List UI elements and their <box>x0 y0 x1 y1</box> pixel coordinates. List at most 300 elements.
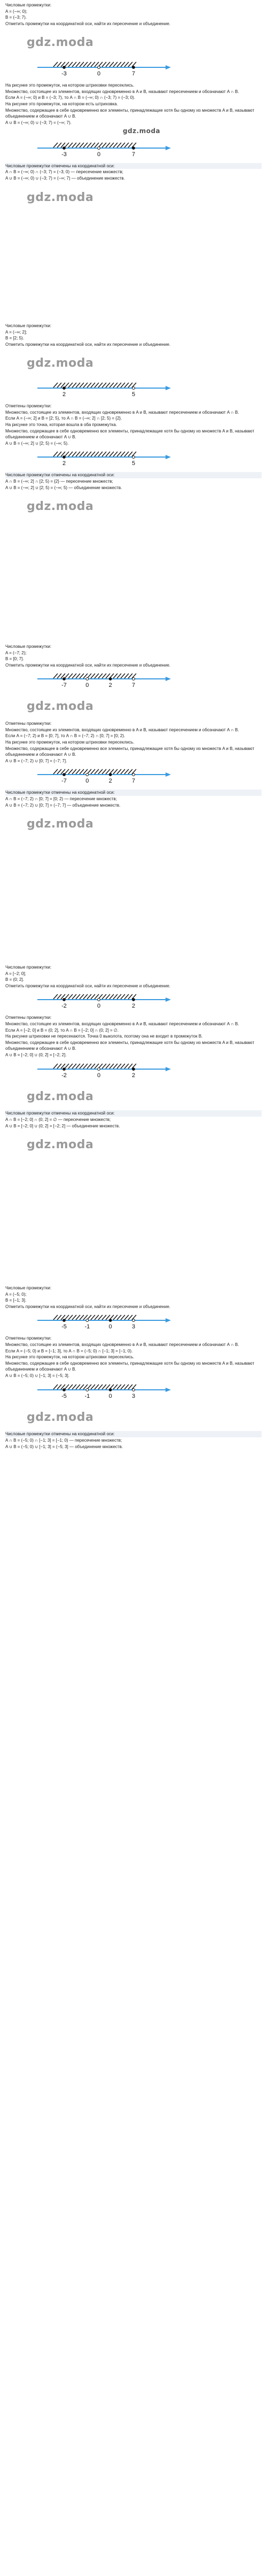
theory-line: Отметены промежутки: <box>5 1336 52 1341</box>
axis-point <box>63 1319 66 1322</box>
answer-line: A ∪ B = (−∞; 2] ∪ [2; 5) = (−∞; 5) — объединение множеств. <box>5 485 122 490</box>
watermark: gdz.moda <box>27 700 94 714</box>
hatch-stroke <box>124 62 129 67</box>
answer-line: A ∪ B = [−2; 0] ∪ (0; 2] = [−2; 2] — объединение множеств. <box>5 1123 120 1128</box>
hatch-stroke <box>72 452 76 457</box>
axis-arrow-icon <box>166 677 171 681</box>
hatch-stroke <box>68 1384 73 1389</box>
hatch-stroke <box>124 452 129 457</box>
set-b-line: B = [2; 5). <box>5 336 24 341</box>
hatch-stroke <box>95 383 99 388</box>
hatch-stroke <box>106 452 110 457</box>
tick-label: -5 <box>61 1324 67 1330</box>
hatch-stroke <box>72 769 76 774</box>
hatch-stroke <box>102 994 106 999</box>
hatch-stroke <box>102 769 106 774</box>
theory-line: Множество, содержащее в себе одновременно все элементы, принадлежащие хотя бы одному из множеств A и B, называют объединением и обозначают A ∪ B. <box>5 746 255 757</box>
hatch-stroke <box>117 62 121 67</box>
watermark: gdz.moda <box>27 500 94 514</box>
hatch-stroke <box>68 143 73 148</box>
hatch-stroke <box>124 143 129 148</box>
hatch-stroke <box>80 452 84 457</box>
hatch-stroke <box>121 994 125 999</box>
answer-intro: Числовые промежутки отмечены на координатной оси: <box>5 163 262 169</box>
watermark: gdz.moda <box>27 817 94 831</box>
axis-point <box>63 146 66 149</box>
hatch-stroke <box>106 994 110 999</box>
hatch-stroke <box>65 994 69 999</box>
hatch-stroke <box>128 674 132 678</box>
hatch-stroke <box>121 62 125 67</box>
number-line-figure <box>5 1058 262 1081</box>
hatch-stroke <box>91 994 95 999</box>
answer-line: A ∩ B = [−2; 0] ∩ (0; 2] = ∅ — пересечение множеств; <box>5 1117 111 1123</box>
theory-line: На рисунке это промежуток, на котором есть штриховка. <box>5 102 118 107</box>
hatch-stroke <box>57 994 61 999</box>
hatch-stroke <box>106 62 110 67</box>
hatch-stroke <box>128 143 132 148</box>
axis-point <box>63 773 66 776</box>
axis-arrow-icon <box>166 1318 171 1322</box>
axis-point <box>109 678 112 680</box>
hatch-stroke <box>83 383 88 388</box>
tick-label: -1 <box>84 1393 90 1399</box>
hatch-stroke <box>72 1384 76 1389</box>
tick-label: -7 <box>61 682 67 689</box>
hatch-stroke <box>76 1064 80 1069</box>
hatch-stroke <box>128 1384 132 1389</box>
hatch-stroke <box>121 1384 125 1389</box>
hatch-stroke <box>83 62 88 67</box>
tick-label: -2 <box>61 1003 67 1010</box>
answer-intro: Числовые промежутки отмечены на координатной оси: <box>5 1110 262 1117</box>
theory-line: На рисунке это промежуток, на котором штриховки пересеклись. <box>5 740 135 745</box>
axis-arrow-icon <box>166 997 171 1002</box>
hatch-stroke <box>57 674 61 678</box>
watermark: gdz.moda <box>27 190 94 204</box>
hatch-stroke <box>106 143 110 148</box>
hatch-stroke <box>95 452 99 457</box>
axis-point <box>86 1319 89 1322</box>
hatch-stroke <box>87 62 91 67</box>
hatch-stroke <box>91 452 95 457</box>
tick-label: 5 <box>131 460 136 467</box>
hatch-stroke <box>124 1315 129 1320</box>
hatch-stroke <box>65 383 69 388</box>
axis-point <box>132 1067 135 1070</box>
axis-point <box>63 999 66 1001</box>
tick-label: 2 <box>131 1003 136 1010</box>
hatch-stroke <box>117 452 121 457</box>
axis-point <box>132 678 135 680</box>
tick-label: 7 <box>131 682 136 689</box>
hatch-stroke <box>121 452 125 457</box>
hatch-stroke <box>106 674 110 678</box>
axis-point <box>63 1388 66 1391</box>
hatch-stroke <box>87 1064 91 1069</box>
hatch-stroke <box>121 1315 125 1320</box>
hatch-stroke <box>80 674 84 678</box>
tick-label: 5 <box>131 391 136 398</box>
answer-line: A ∩ B = (−∞; 2] ∩ [2; 5) = {2} — пересечение множеств; <box>5 479 113 484</box>
theory-line: Множество, состоящее из элементов, входящих одновременно в A и B, называют пересечением и обозначают A ∩ B. <box>5 89 239 94</box>
hatch-stroke <box>72 383 76 388</box>
number-line-figure <box>5 57 262 79</box>
hatch-stroke <box>109 143 114 148</box>
hatch-stroke <box>68 674 73 678</box>
hatch-stroke <box>72 994 76 999</box>
hatch-stroke <box>76 769 80 774</box>
hatch-stroke <box>68 994 73 999</box>
hatch-stroke <box>121 1064 125 1069</box>
theory-line: Множество, содержащее в себе одновременно все элементы, принадлежащие хотя бы одному из множеств A и B, называют объединением и обозначают A ∪ B. <box>5 1040 255 1051</box>
tick-label: -3 <box>61 71 67 78</box>
hatch-stroke <box>124 1064 129 1069</box>
watermark: gdz.moda <box>123 127 161 135</box>
hatch-stroke <box>72 1315 76 1320</box>
axis-arrow-icon <box>166 772 171 777</box>
axis-point <box>98 999 100 1001</box>
hatch-stroke <box>91 143 95 148</box>
hatch-stroke <box>76 143 80 148</box>
hatch-stroke <box>87 143 91 148</box>
axis-point <box>109 1388 112 1391</box>
hatch-stroke <box>128 62 132 67</box>
theory-line: Множество, состоящее из элементов, входящих одновременно в A и B, называют пересечением и обозначают A ∩ B. <box>5 727 239 732</box>
hatch-stroke <box>57 1064 61 1069</box>
hatch-stroke <box>102 383 106 388</box>
hatch-stroke <box>80 383 84 388</box>
theory-line: Отметены промежутки: <box>5 1015 52 1020</box>
hatch-stroke <box>65 143 69 148</box>
hatch-stroke <box>102 1064 106 1069</box>
hatch-stroke <box>98 383 103 388</box>
hatch-stroke <box>53 1384 58 1389</box>
watermark: gdz.moda <box>27 36 94 50</box>
hatch-stroke <box>57 1315 61 1320</box>
hatch-stroke <box>65 769 69 774</box>
theory-line: Отметены промежутки: <box>5 404 52 409</box>
hatch-stroke <box>76 994 80 999</box>
axis-arrow-icon <box>166 455 171 459</box>
hatch-stroke <box>53 62 58 67</box>
hatch-stroke <box>91 1064 95 1069</box>
hatch-stroke <box>113 994 117 999</box>
hatch-stroke <box>124 994 129 999</box>
hatch-stroke <box>87 452 91 457</box>
hatch-stroke <box>98 1315 103 1320</box>
set-a-line: A = (−5; 0); <box>5 1291 27 1297</box>
tick-label: 2 <box>108 682 112 689</box>
hatch-stroke <box>76 452 80 457</box>
tick-label: 2 <box>62 391 66 398</box>
exercise-section <box>5 964 262 1285</box>
hatch-stroke <box>53 383 58 388</box>
hatch-stroke <box>124 383 129 388</box>
hatch-stroke <box>98 1384 103 1389</box>
hatch-stroke <box>106 1315 110 1320</box>
axis-point <box>86 1388 89 1391</box>
set-b-line: B = (−3; 7). <box>5 15 27 20</box>
hatch-stroke <box>53 1315 58 1320</box>
hatch-stroke <box>109 1064 114 1069</box>
theory-line: Если A = (−5; 0) и B = [−1; 3], то A ∩ B = (−5; 0) ∩ [−1; 3] = [−1; 0). <box>5 1348 133 1353</box>
hatch-stroke <box>76 62 80 67</box>
set-b-line: B = [0; 7]. <box>5 656 24 662</box>
exercise-section <box>5 644 262 964</box>
axis-point <box>98 146 100 149</box>
hatch-stroke <box>113 383 117 388</box>
theory-line: A ∪ B = (−7; 2) ∪ [0; 7] = (−7; 7]. <box>5 758 67 763</box>
hatch-stroke <box>72 674 76 678</box>
set-a-line: A = (−∞; 0); <box>5 9 27 14</box>
theory-line: На рисунке это точка, которая вошла в оба промежутка. <box>5 422 117 428</box>
answer-intro: Числовые промежутки отмечены на координатной оси: <box>5 472 262 478</box>
hatch-stroke <box>95 674 99 678</box>
hatch-stroke <box>68 383 73 388</box>
axis-arrow-icon <box>166 65 171 69</box>
tick-label: 3 <box>131 1324 136 1330</box>
axis-point <box>132 146 135 149</box>
hatch-stroke <box>98 452 103 457</box>
hatch-stroke <box>95 1315 99 1320</box>
tick-label: 7 <box>131 778 136 785</box>
tick-label: 2 <box>131 1072 136 1079</box>
hatch-stroke <box>53 452 58 457</box>
hatch-stroke <box>128 452 132 457</box>
theory-line: Если A = (−∞; 0) и B = (−3; 7), то A ∩ B = (−∞; 0) ∩ (−3; 7) = (−3; 0). <box>5 95 135 100</box>
theory-line: Если A = [−2; 0] и B = (0; 2], то A ∩ B = [−2; 0] ∩ (0; 2] = ∅. <box>5 1027 119 1033</box>
hatch-stroke <box>117 1315 121 1320</box>
hatch-stroke <box>95 769 99 774</box>
hatch-stroke <box>124 769 129 774</box>
axis-point <box>98 1067 100 1070</box>
hatch-stroke <box>117 1384 121 1389</box>
hatch-stroke <box>128 769 132 774</box>
hatch-stroke <box>65 452 69 457</box>
hatch-stroke <box>80 769 84 774</box>
tick-label: -7 <box>61 778 67 785</box>
axis-point <box>98 66 100 69</box>
hatch-stroke <box>57 143 61 148</box>
intro-line: Числовые промежутки: <box>5 3 52 7</box>
axis-point <box>132 1319 135 1322</box>
answer-line: A ∩ B = (−5; 0) ∩ [−1; 3] = [−1; 0) — пересечение множеств; <box>5 1438 122 1443</box>
exercise-section <box>5 1285 262 1606</box>
hatch-stroke <box>76 1315 80 1320</box>
set-b-line: B = (0; 2]. <box>5 977 24 983</box>
number-line-figure <box>5 377 262 400</box>
hatch-stroke <box>53 674 58 678</box>
hatch-stroke <box>91 383 95 388</box>
theory-line: Множество, содержащее в себе одновременно все элементы, принадлежащие хотя бы одному из множеств A и B, называют объединением и обозначают A ∪ B. <box>5 107 255 119</box>
hatch-stroke <box>117 674 121 678</box>
theory-line: На рисунке это промежуток, на котором штриховки пересеклись. <box>5 1355 135 1360</box>
hatch-stroke <box>72 62 76 67</box>
hatch-stroke <box>68 1064 73 1069</box>
hatch-stroke <box>65 1384 69 1389</box>
number-line-figure <box>5 989 262 1011</box>
hatch-stroke <box>109 452 114 457</box>
hatch-stroke <box>106 383 110 388</box>
theory-line: Если A = (−∞; 2] и B = [2; 5), то A ∩ B = (−∞; 2] ∩ [2; 5) = {2}. <box>5 416 122 421</box>
hatch-stroke <box>80 1315 84 1320</box>
exercise-section <box>5 2 262 323</box>
axis-point <box>63 1067 66 1070</box>
theory-line: Множество, содержащее в себе одновременно все элементы, принадлежащие хотя бы одному из множеств A и B, называют объединением и обозначают A ∪ B. <box>5 1360 255 1372</box>
axis-arrow-icon <box>166 146 171 150</box>
hatch-stroke <box>128 1315 132 1320</box>
hatch-stroke <box>113 1384 117 1389</box>
hatch-stroke <box>109 383 114 388</box>
hatch-stroke <box>76 674 80 678</box>
hatch-stroke <box>53 143 58 148</box>
hatch-stroke <box>124 1384 129 1389</box>
hatch-stroke <box>109 994 114 999</box>
number-line-figure <box>5 1310 262 1332</box>
hatch-stroke <box>76 383 80 388</box>
hatch-stroke <box>102 674 106 678</box>
hatch-stroke <box>80 1384 84 1389</box>
theory-line: A ∪ B = (−∞; 0) ∪ (−3; 7) = (−∞; 7). <box>5 120 72 125</box>
hatch-stroke <box>72 143 76 148</box>
hatch-stroke <box>57 62 61 67</box>
watermark: gdz.moda <box>27 357 94 370</box>
hatch-stroke <box>68 1315 73 1320</box>
hatch-stroke <box>106 1064 110 1069</box>
hatch-stroke <box>121 674 125 678</box>
tick-label: 0 <box>108 1393 112 1399</box>
theory-line: A ∪ B = [−2; 0] ∪ (0; 2] = [−2; 2]. <box>5 1052 67 1057</box>
hatch-stroke <box>109 62 114 67</box>
task-line: Отметить промежутки на координатной оси, найти их пересечение и объединение. <box>5 342 171 347</box>
hatch-stroke <box>91 769 95 774</box>
hatch-stroke <box>53 1064 58 1069</box>
task-line: Отметить промежутки на координатной оси, найти их пересечение и объединение. <box>5 1304 171 1309</box>
hatch-stroke <box>106 769 110 774</box>
number-line-figure <box>5 137 262 160</box>
axis-arrow-icon <box>166 386 171 390</box>
hatch-stroke <box>113 1064 117 1069</box>
tick-label: 7 <box>131 151 136 158</box>
number-line-figure <box>5 668 262 691</box>
hatch-stroke <box>57 769 61 774</box>
hatch-stroke <box>80 994 84 999</box>
hatch-stroke <box>65 62 69 67</box>
axis-point <box>132 66 135 69</box>
theory-line: Отметены промежутки: <box>5 721 52 726</box>
hatch-stroke <box>102 1384 106 1389</box>
watermark: gdz.moda <box>27 1138 94 1152</box>
axis-point <box>63 66 66 69</box>
intro-line: Числовые промежутки: <box>5 644 52 649</box>
axis-point <box>132 456 135 459</box>
hatch-stroke <box>121 383 125 388</box>
hatch-stroke <box>91 1315 95 1320</box>
hatch-stroke <box>68 769 73 774</box>
hatch-stroke <box>113 674 117 678</box>
hatch-stroke <box>65 674 69 678</box>
hatch-stroke <box>117 994 121 999</box>
answer-line: A ∩ B = (−∞; 0) ∩ (−3; 7) = (−3; 0) — пересечение множеств; <box>5 169 123 175</box>
hatch-stroke <box>83 994 88 999</box>
hatch-stroke <box>80 1064 84 1069</box>
tick-label: 7 <box>131 71 136 78</box>
task-line: Отметить промежутки на координатной оси, найти их пересечение и объединение. <box>5 21 171 26</box>
theory-line: На рисунке это промежуток, на котором штриховки пересеклись. <box>5 83 135 88</box>
tick-label: 2 <box>108 778 112 785</box>
axis-point <box>109 1319 112 1322</box>
axis-point <box>86 678 89 680</box>
watermark: gdz.moda <box>27 1089 94 1103</box>
hatch-stroke <box>83 143 88 148</box>
hatch-stroke <box>117 769 121 774</box>
theory-line: A ∪ B = (−5; 0) ∪ [−1; 3] = (−5; 3]. <box>5 1373 69 1378</box>
tick-label: -3 <box>61 151 67 158</box>
tick-label: 0 <box>108 1324 112 1330</box>
answer-intro: Числовые промежутки отмечены на координатной оси: <box>5 1431 262 1437</box>
hatch-stroke <box>91 1384 95 1389</box>
axis-point <box>63 678 66 680</box>
hatch-stroke <box>106 1384 110 1389</box>
hatch-stroke <box>113 1315 117 1320</box>
hatch-stroke <box>87 383 91 388</box>
hatch-stroke <box>91 674 95 678</box>
tick-label: 0 <box>97 1072 101 1079</box>
hatch-stroke <box>113 143 117 148</box>
hatch-stroke <box>121 769 125 774</box>
hatch-stroke <box>102 452 106 457</box>
theory-line: Множество, состоящее из элементов, входящих одновременно в A и B, называют пересечением и обозначают A ∩ B. <box>5 1342 239 1347</box>
hatch-stroke <box>80 62 84 67</box>
exercise-section <box>5 323 262 644</box>
hatch-stroke <box>117 143 121 148</box>
axis-point <box>63 387 66 390</box>
answer-line: A ∪ B = (−7; 2) ∪ [0; 7] = (−7; 7] — объединение множеств. <box>5 802 121 808</box>
watermark: gdz.moda <box>27 1410 94 1424</box>
theory-line: Множество, состоящее из элементов, входящих одновременно в A и B, называют пересечением и обозначают A ∩ B. <box>5 1021 239 1026</box>
hatch-stroke <box>57 1384 61 1389</box>
tick-label: -5 <box>61 1393 67 1399</box>
set-a-line: A = (−7; 2); <box>5 650 27 655</box>
answer-line: A ∪ B = (−5; 0) ∪ [−1; 3] = (−5; 3] — объединение множеств. <box>5 1444 123 1449</box>
hatch-stroke <box>121 143 125 148</box>
axis-point <box>132 773 135 776</box>
hatch-stroke <box>91 62 95 67</box>
tick-label: -2 <box>61 1072 67 1079</box>
set-a-line: A = (−∞; 2]; <box>5 329 27 335</box>
hatch-stroke <box>98 674 103 678</box>
tick-label: 0 <box>97 151 101 158</box>
axis-point <box>132 999 135 1001</box>
theory-line: A ∪ B = (−∞; 2] ∪ [2; 5) = (−∞; 5). <box>5 440 69 446</box>
set-b-line: B = [−1; 3]. <box>5 1298 27 1303</box>
hatch-stroke <box>87 994 91 999</box>
answer-line: A ∪ B = (−∞; 0) ∪ (−3; 7) = (−∞; 7) — объединение множеств. <box>5 176 125 181</box>
intro-line: Числовые промежутки: <box>5 1286 52 1290</box>
hatch-stroke <box>102 62 106 67</box>
hatch-stroke <box>102 1315 106 1320</box>
tick-label: 0 <box>85 682 89 689</box>
tick-label: 0 <box>97 71 101 78</box>
number-line-figure <box>5 446 262 469</box>
task-line: Отметить промежутки на координатной оси, найти их пересечение и объединение. <box>5 662 171 668</box>
intro-line: Числовые промежутки: <box>5 323 52 328</box>
hatch-stroke <box>102 143 106 148</box>
hatch-stroke <box>117 1064 121 1069</box>
axis-point <box>132 387 135 390</box>
hatch-stroke <box>128 383 132 388</box>
